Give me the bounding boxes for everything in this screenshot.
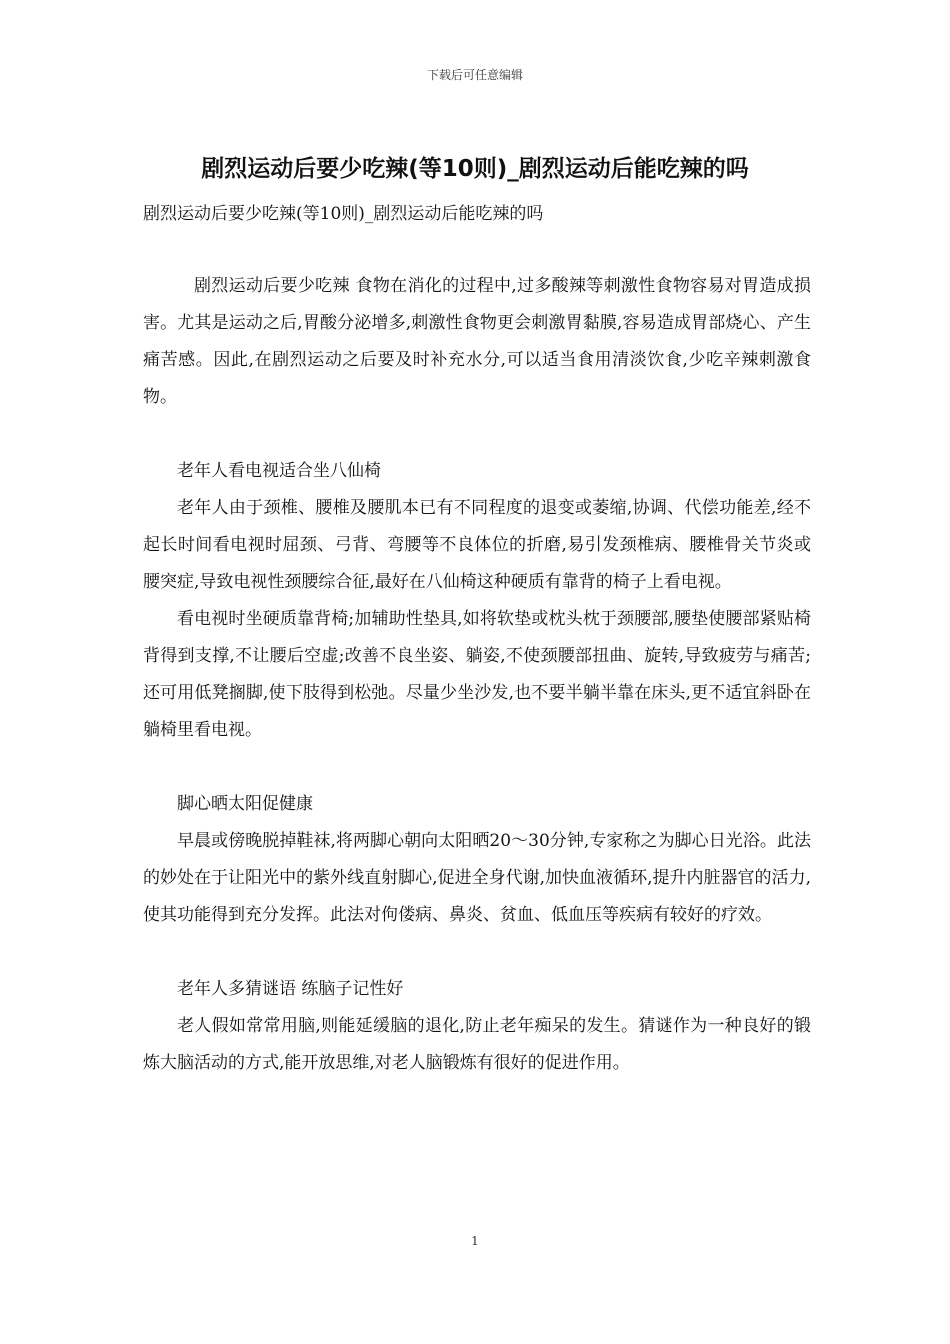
spacer (143, 749, 811, 786)
paragraph: 早晨或傍晚脱掉鞋袜,将两脚心朝向太阳晒20～30分钟,专家称之为脚心日光浴。此法的妙处在于让阳光中的紫外线直射脚心,促进全身代谢,加快血液循环,提升内脏器官的活力,使其功能得到充分发挥。此法对佝偻病、鼻炎、贫血、低血压等疾病有较好的疗效。 (143, 831, 811, 925)
spacer (143, 416, 811, 453)
paragraph: 老年人由于颈椎、腰椎及腰肌本已有不同程度的退变或萎缩,协调、代偿功能差,经不起长时间看电视时屈颈、弓背、弯腰等不良体位的折磨,易引发颈椎病、腰椎骨关节炎或腰突症,导致电视性颈腰综合征,最好在八仙椅这种硬质有靠背的椅子上看电视。 (143, 498, 811, 592)
page-number: 1 (471, 1234, 479, 1248)
document-subtitle: 剧烈运动后要少吃辣(等10则)_剧烈运动后能吃辣的吗 (143, 204, 544, 224)
paragraph: 老人假如常常用脑,则能延缓脑的退化,防止老年痴呆的发生。猜谜作为一种良好的锻炼大脑活动的方式,能开放思维,对老人脑锻炼有很好的促进作用。 (143, 1016, 811, 1073)
section-heading: 脚心晒太阳促健康 (177, 794, 313, 814)
spacer (143, 934, 811, 971)
document-title: 剧烈运动后要少吃辣(等10则)_剧烈运动后能吃辣的吗 (201, 156, 749, 182)
section-heading: 老年人多猜谜语 练脑子记性好 (177, 979, 404, 999)
section-heading: 老年人看电视适合坐八仙椅 (177, 461, 381, 481)
document-body (143, 268, 811, 1082)
header-note: 下载后可任意编辑 (426, 68, 523, 82)
paragraph: 剧烈运动后要少吃辣 食物在消化的过程中,过多酸辣等刺激性食物容易对胃造成损害。尤其是运动之后,胃酸分泌增多,刺激性食物更会刺激胃黏膜,容易造成胃部烧心、产生痛苦感。因此,在剧烈运动之后要及时补充水分,可以适当食用清淡饮食,少吃辛辣刺激食物。 (143, 276, 811, 407)
paragraph: 看电视时坐硬质靠背椅;加辅助性垫具,如将软垫或枕头枕于颈腰部,腰垫使腰部紧贴椅背得到支撑,不让腰后空虚;改善不良坐姿、躺姿,不使颈腰部扭曲、旋转,导致疲劳与痛苦;还可用低凳搁脚,使下肢得到松弛。尽量少坐沙发,也不要半躺半靠在床头,更不适宜斜卧在躺椅里看电视。 (143, 609, 811, 740)
